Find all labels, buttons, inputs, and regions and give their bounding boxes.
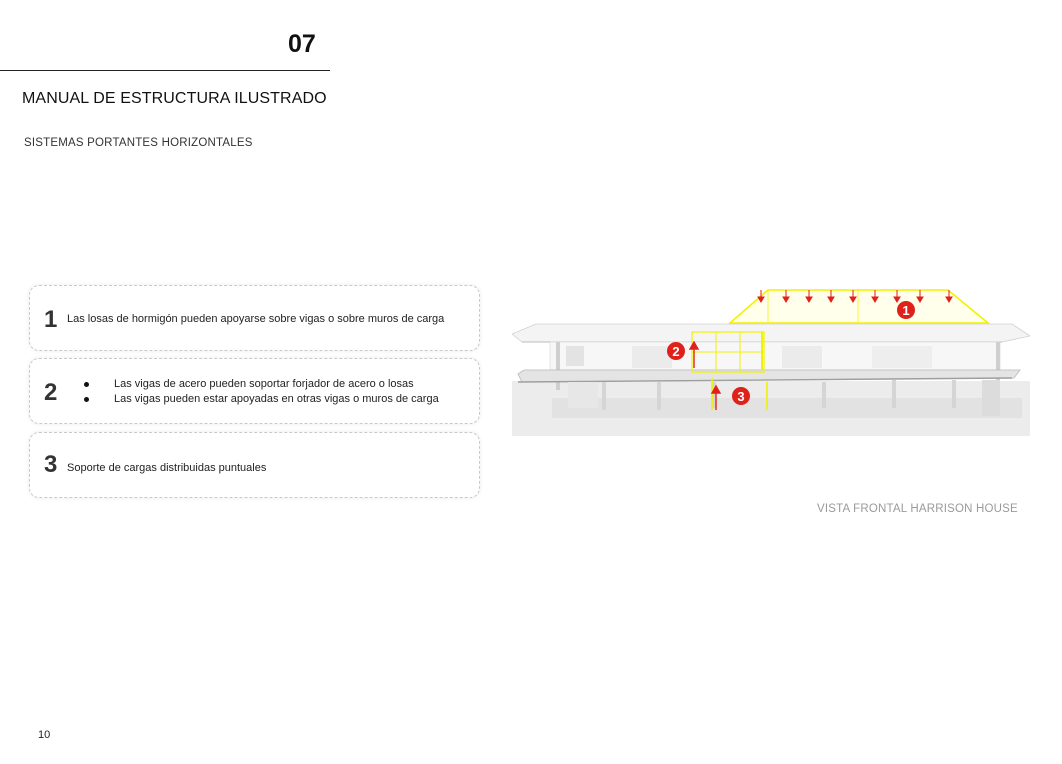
marker-label: 1 (902, 303, 910, 318)
window (632, 346, 672, 368)
marker-2-icon (667, 342, 685, 360)
item-bullet-list (84, 377, 439, 407)
column (657, 382, 661, 410)
roof-slab (512, 324, 1030, 342)
section-subtitle: SISTEMAS PORTANTES HORIZONTALES (24, 137, 253, 149)
list-item (84, 377, 439, 392)
marker-label: 3 (737, 389, 745, 404)
column (952, 380, 956, 408)
item-text-3: Soporte de cargas distribuidas puntuales (67, 462, 267, 474)
marker-1-icon (897, 301, 915, 319)
ground-shadow-dark (552, 398, 1022, 418)
lower-block (982, 380, 1000, 416)
item-text-1: Las losas de hormigón pueden apoyarse sobre vigas o sobre muros de carga (67, 313, 445, 325)
figure-caption: VISTA FRONTAL HARRISON HOUSE (817, 503, 1018, 515)
window (566, 346, 584, 366)
item-number-3: 3 (44, 451, 58, 478)
item-card-2 (29, 358, 480, 424)
item-number-2: 2 (44, 379, 58, 406)
column (822, 382, 826, 408)
bullet-text: Las vigas de acero pueden soportar forjador de acero o losas (114, 378, 414, 390)
column (556, 342, 560, 390)
item-card-3 (29, 432, 480, 498)
lower-block (568, 382, 598, 408)
item-number-1: 1 (44, 306, 58, 333)
item-card-1 (29, 285, 480, 351)
marker-3-icon (732, 387, 750, 405)
upper-walls (550, 342, 1000, 370)
bullet-text: Las vigas pueden estar apoyadas en otras vigas o muros de carga (114, 393, 439, 405)
window (782, 346, 822, 368)
structure-illustration (512, 286, 1030, 436)
page-number: 10 (38, 729, 51, 741)
chapter-number: 07 (288, 30, 316, 58)
bullet-icon (84, 382, 89, 387)
marker-label: 2 (672, 344, 680, 359)
bullet-icon (84, 397, 89, 402)
list-item (84, 392, 439, 407)
header-rule (0, 70, 330, 71)
window (872, 346, 932, 368)
column (602, 382, 606, 410)
column (892, 380, 896, 408)
page-title: MANUAL DE ESTRUCTURA ILUSTRADO (22, 90, 327, 107)
